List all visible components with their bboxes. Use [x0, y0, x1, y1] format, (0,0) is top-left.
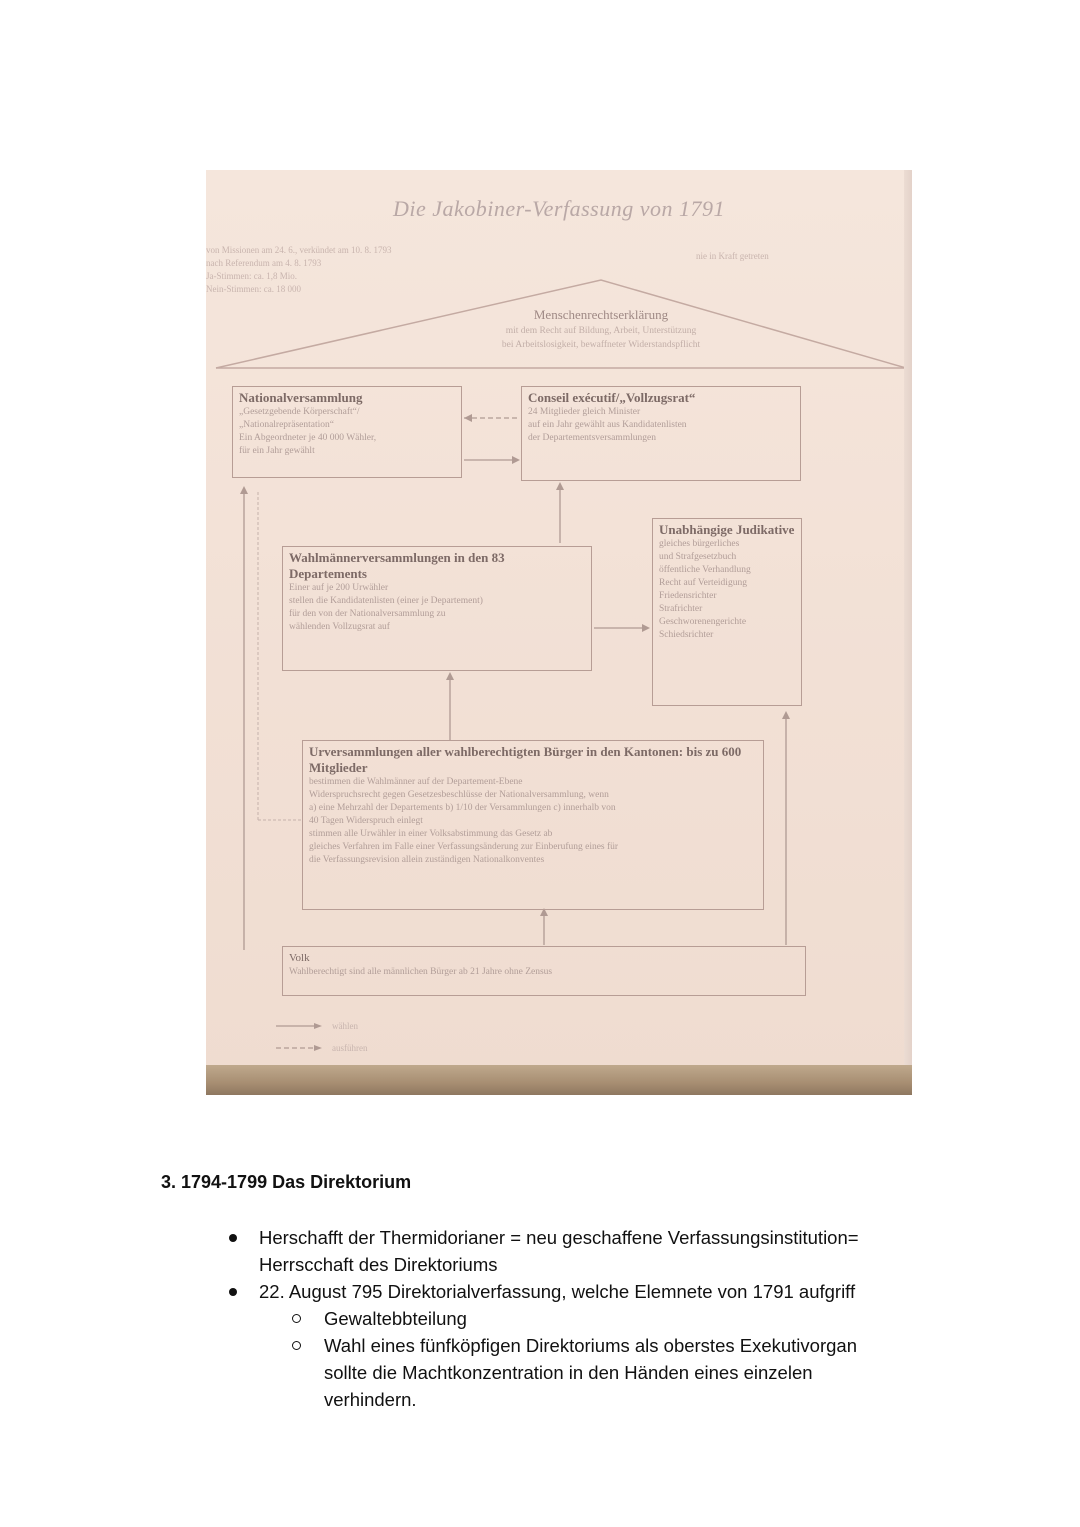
judikative-line: Recht auf Verteidigung	[659, 578, 747, 588]
side-note-3: Ja-Stimmen: ca. 1,8 Mio.	[206, 271, 297, 281]
legend-label: ausführen	[332, 1043, 368, 1053]
diagram-photo	[206, 170, 912, 1095]
conseil-executif-box	[521, 386, 801, 481]
wahlmaenner-line: stellen die Kandidatenlisten (einer je Departement)	[289, 596, 483, 606]
national-line: Ein Abgeordneter je 40 000 Wähler,	[239, 433, 377, 443]
urversammlungen-line: gleiches Verfahren im Falle einer Verfassungsänderung zur Einberufung eines für	[309, 842, 619, 852]
diagram-title: Die Jakobiner-Verfassung von 1791	[393, 196, 725, 221]
judikative-line: gleiches bürgerliches	[659, 539, 740, 549]
judikative-line: öffentliche Verhandlung	[659, 565, 751, 575]
photo-bottom-shadow	[206, 1065, 912, 1095]
sub-bullet-circle	[292, 1341, 301, 1350]
urversammlungen-line: stimmen alle Urwähler in einer Volksabstimmung das Gesetz ab	[309, 829, 553, 839]
conseil-line: 24 Mitglieder gleich Minister	[528, 407, 641, 417]
wahlmaenner-line: Einer auf je 200 Urwähler	[289, 583, 389, 593]
conseil-line: auf ein Jahr gewählt aus Kandidatenlisten	[528, 420, 687, 430]
judikative-line: Friedensrichter	[659, 591, 717, 601]
wahlmaenner-line: für den von der Nationalversammlung zu	[289, 609, 446, 619]
national-line: „Gesetzgebende Körperschaft“/	[239, 407, 360, 417]
section-heading: 3. 1794-1799 Das Direktorium	[161, 1172, 412, 1192]
judikative-line: Schiedsrichter	[659, 630, 714, 640]
legend-label: wählen	[332, 1021, 358, 1031]
sub-bullet-circle	[292, 1314, 301, 1323]
national-assembly-box	[232, 386, 462, 478]
wahlmaenner-line: wählenden Vollzugsrat auf	[289, 622, 390, 632]
side-note-4: Nein-Stimmen: ca. 18 000	[206, 284, 301, 294]
national-title: Nationalversammlung	[239, 390, 363, 405]
side-note-2: nach Referendum am 4. 8. 1793	[206, 258, 322, 268]
conseil-title: Conseil exécutif/„Vollzugsrat“	[528, 390, 696, 405]
volk-box	[282, 946, 806, 996]
national-line: für ein Jahr gewählt	[239, 446, 315, 456]
conseil-line: der Departementsversammlungen	[528, 433, 656, 443]
judikative-line: Geschworenengerichte	[659, 617, 747, 627]
urversammlungen-line: a) eine Mehrzahl der Departements b) 1/10 der Versammlungen c) innerhalb von	[309, 803, 616, 813]
urversammlungen-title: Urversammlungen aller wahlberechtigten Bürger in den Kantonen: bis zu 600 Mitglieder	[309, 744, 742, 775]
bullet-text: 22. August 795 Direktorialverfassung, welche Elemnete von 1791 aufgriff	[259, 1281, 856, 1302]
urversammlungen-line: die Verfassungsrevision allein zuständigen Nationalkonventes	[309, 855, 545, 865]
photo-edge	[904, 170, 912, 1065]
right-note: nie in Kraft getreten	[696, 251, 769, 261]
side-note-1: von Missionen am 24. 6., verkündet am 10. 8. 1793	[206, 245, 392, 255]
urversammlungen-box	[302, 740, 764, 910]
sub-bullet-text: verhindern.	[324, 1389, 417, 1410]
volk-title: Volk	[289, 952, 310, 964]
bullet-dot	[229, 1288, 237, 1296]
urversammlungen-line: Widerspruchsrecht gegen Gesetzesbeschlüsse der Nationalversammlung, wenn	[309, 790, 609, 800]
judikative-line: und Strafgesetzbuch	[659, 552, 737, 562]
roof-line-1: mit dem Recht auf Bildung, Arbeit, Unterstützung	[505, 326, 697, 336]
judikative-box	[652, 518, 802, 706]
bullet-text: Herschafft der Thermidorianer = neu geschaffene Verfassungsinstitution=	[259, 1227, 859, 1248]
roof-title: Menschenrechtserklärung	[533, 307, 669, 322]
sub-bullet-text: Gewaltebbteilung	[324, 1308, 467, 1329]
bullet-text: Herrscchaft des Direktoriums	[259, 1254, 498, 1275]
sub-bullet-text: sollte die Machtkonzentration in den Händen eines einzelen	[324, 1362, 813, 1383]
sub-bullet-text: Wahl eines fünfköpfigen Direktoriums als oberstes Exekutivorgan	[324, 1335, 857, 1356]
bullet-dot	[229, 1234, 237, 1242]
wahlmaenner-title: Wahlmännerversammlungen in den 83 Departements	[289, 550, 505, 581]
roof-line-2: bei Arbeitslosigkeit, bewaffneter Widerstandspflicht	[501, 340, 701, 350]
judikative-title: Unabhängige Judikative	[659, 522, 795, 537]
urversammlungen-line: 40 Tagen Widerspruch einlegt	[309, 816, 423, 826]
judikative-line: Strafrichter	[659, 604, 703, 614]
volk-line: Wahlberechtigt sind alle männlichen Bürger ab 21 Jahre ohne Zensus	[289, 967, 553, 977]
wahlmaenner-box	[282, 546, 592, 671]
urversammlungen-line: bestimmen die Wahlmänner auf der Departement-Ebene	[309, 777, 523, 787]
national-line: „Nationalrepräsentation“	[239, 420, 334, 430]
